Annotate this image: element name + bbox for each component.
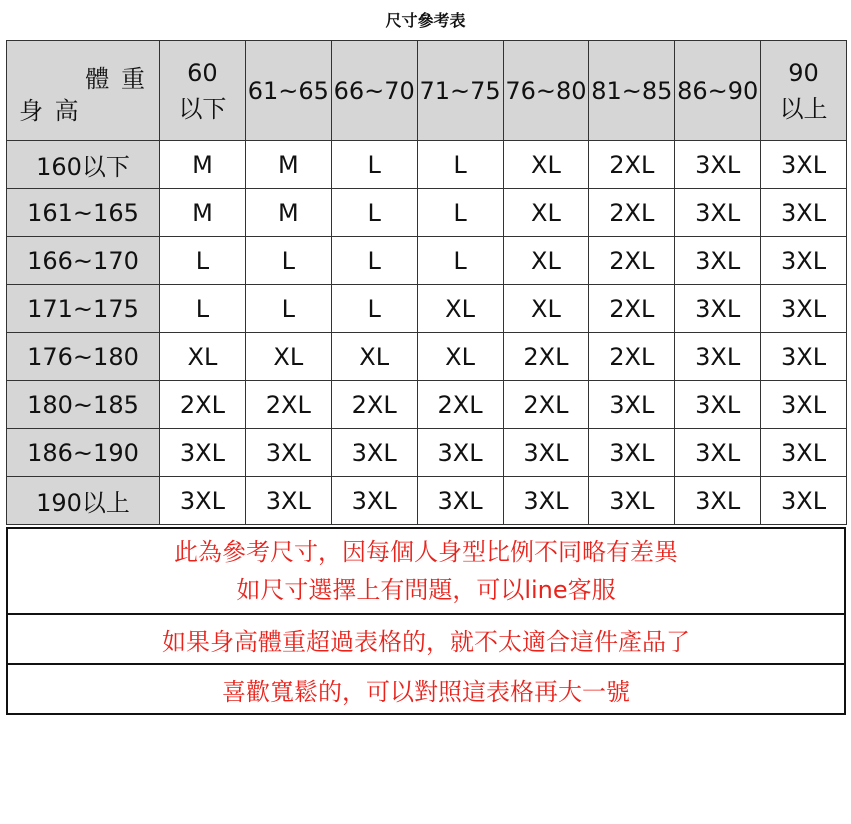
size-chart-table (6, 40, 847, 525)
note-oversize: 如果身高體重超過表格的，就不太適合這件產品了 (7, 614, 845, 664)
size-cell: 2XL (503, 333, 589, 381)
size-cell: 2XL (589, 189, 675, 237)
corner-header (7, 41, 160, 141)
size-cell: 3XL (761, 477, 847, 525)
size-cell: 3XL (245, 429, 331, 477)
size-cell: 2XL (589, 333, 675, 381)
page-title: 尺寸參考表 (385, 11, 466, 30)
size-cell: L (331, 189, 417, 237)
size-cell: 3XL (160, 477, 246, 525)
note-disclaimer (7, 528, 845, 614)
size-cell: 3XL (675, 477, 761, 525)
note-line-1: 此為參考尺寸，因每個人身型比例不同略有差異 (174, 538, 678, 566)
size-cell: 3XL (503, 477, 589, 525)
notes-table (6, 527, 846, 715)
size-cell: L (160, 285, 246, 333)
size-cell: XL (331, 333, 417, 381)
size-cell: 3XL (675, 333, 761, 381)
size-cell: 3XL (761, 141, 847, 189)
height-range-cell: 161~165 (7, 189, 160, 237)
height-range-cell: 176~180 (7, 333, 160, 381)
size-cell: M (160, 189, 246, 237)
size-cell: 3XL (417, 429, 503, 477)
size-cell: XL (245, 333, 331, 381)
size-cell: 3XL (761, 237, 847, 285)
weight-header-text: 60 (187, 58, 218, 87)
size-cell: M (245, 189, 331, 237)
table-row (7, 477, 847, 525)
size-cell: XL (417, 285, 503, 333)
size-cell: L (331, 237, 417, 285)
size-cell: 3XL (331, 477, 417, 525)
weight-header (503, 41, 589, 141)
weight-header-text: 以上 (779, 94, 828, 123)
size-cell: 3XL (675, 141, 761, 189)
weight-header-text: 61~65 (247, 76, 329, 105)
weight-header (589, 41, 675, 141)
weight-header-text: 86~90 (677, 76, 759, 105)
size-cell: 3XL (761, 429, 847, 477)
table-row (7, 141, 847, 189)
weight-header (245, 41, 331, 141)
size-cell: 2XL (589, 237, 675, 285)
size-cell: 3XL (761, 285, 847, 333)
size-cell: L (331, 141, 417, 189)
size-cell: L (331, 285, 417, 333)
weight-header-text: 76~80 (505, 76, 587, 105)
height-range-cell: 180~185 (7, 381, 160, 429)
size-cell: 3XL (675, 237, 761, 285)
size-cell: XL (503, 141, 589, 189)
size-cell: 3XL (503, 429, 589, 477)
size-cell: 3XL (417, 477, 503, 525)
size-cell: XL (503, 237, 589, 285)
weight-header (417, 41, 503, 141)
weight-header-text: 90 (788, 58, 819, 87)
size-cell: L (245, 237, 331, 285)
table-row (7, 429, 847, 477)
size-cell: 2XL (589, 285, 675, 333)
size-cell: 2XL (417, 381, 503, 429)
size-cell: 3XL (589, 477, 675, 525)
size-cell: 2XL (331, 381, 417, 429)
note-line-2: 如尺寸選擇上有問題，可以line客服 (236, 576, 616, 604)
weight-header-text: 66~70 (333, 76, 415, 105)
size-cell: L (245, 285, 331, 333)
size-cell: L (417, 141, 503, 189)
size-cell: 3XL (675, 381, 761, 429)
table-row (7, 285, 847, 333)
weight-header (761, 41, 847, 141)
size-cell: XL (503, 189, 589, 237)
weight-header (331, 41, 417, 141)
height-range-cell: 166~170 (7, 237, 160, 285)
table-row (7, 333, 847, 381)
size-cell: 3XL (761, 333, 847, 381)
size-cell: 2XL (160, 381, 246, 429)
size-cell: 3XL (589, 381, 675, 429)
size-cell: L (417, 237, 503, 285)
table-row (7, 237, 847, 285)
size-cell: 3XL (675, 285, 761, 333)
size-cell: 3XL (245, 477, 331, 525)
size-cell: M (160, 141, 246, 189)
height-range-cell: 160以下 (7, 141, 160, 189)
weight-header (675, 41, 761, 141)
size-cell: L (160, 237, 246, 285)
size-cell: XL (503, 285, 589, 333)
height-range-cell: 190以上 (7, 477, 160, 525)
size-cell: 3XL (675, 189, 761, 237)
size-cell: 3XL (589, 429, 675, 477)
size-cell: M (245, 141, 331, 189)
table-row (7, 381, 847, 429)
height-axis-label: 身 高 (19, 97, 81, 125)
size-cell: 3XL (160, 429, 246, 477)
size-cell: 2XL (503, 381, 589, 429)
size-cell: 3XL (331, 429, 417, 477)
size-cell: 2XL (589, 141, 675, 189)
size-cell: 3XL (761, 381, 847, 429)
header-row (7, 41, 847, 141)
weight-header-text: 81~85 (591, 76, 673, 105)
table-row (7, 189, 847, 237)
note-loose-fit: 喜歡寬鬆的，可以對照這表格再大一號 (7, 664, 845, 714)
size-cell: 3XL (761, 189, 847, 237)
weight-header-text: 以下 (178, 94, 227, 123)
size-cell: XL (417, 333, 503, 381)
weight-header (160, 41, 246, 141)
size-cell: XL (160, 333, 246, 381)
size-cell: 3XL (675, 429, 761, 477)
height-range-cell: 171~175 (7, 285, 160, 333)
size-cell: 2XL (245, 381, 331, 429)
size-cell: L (417, 189, 503, 237)
height-range-cell: 186~190 (7, 429, 160, 477)
weight-axis-label: 體 重 (85, 65, 147, 93)
weight-header-text: 71~75 (419, 76, 501, 105)
